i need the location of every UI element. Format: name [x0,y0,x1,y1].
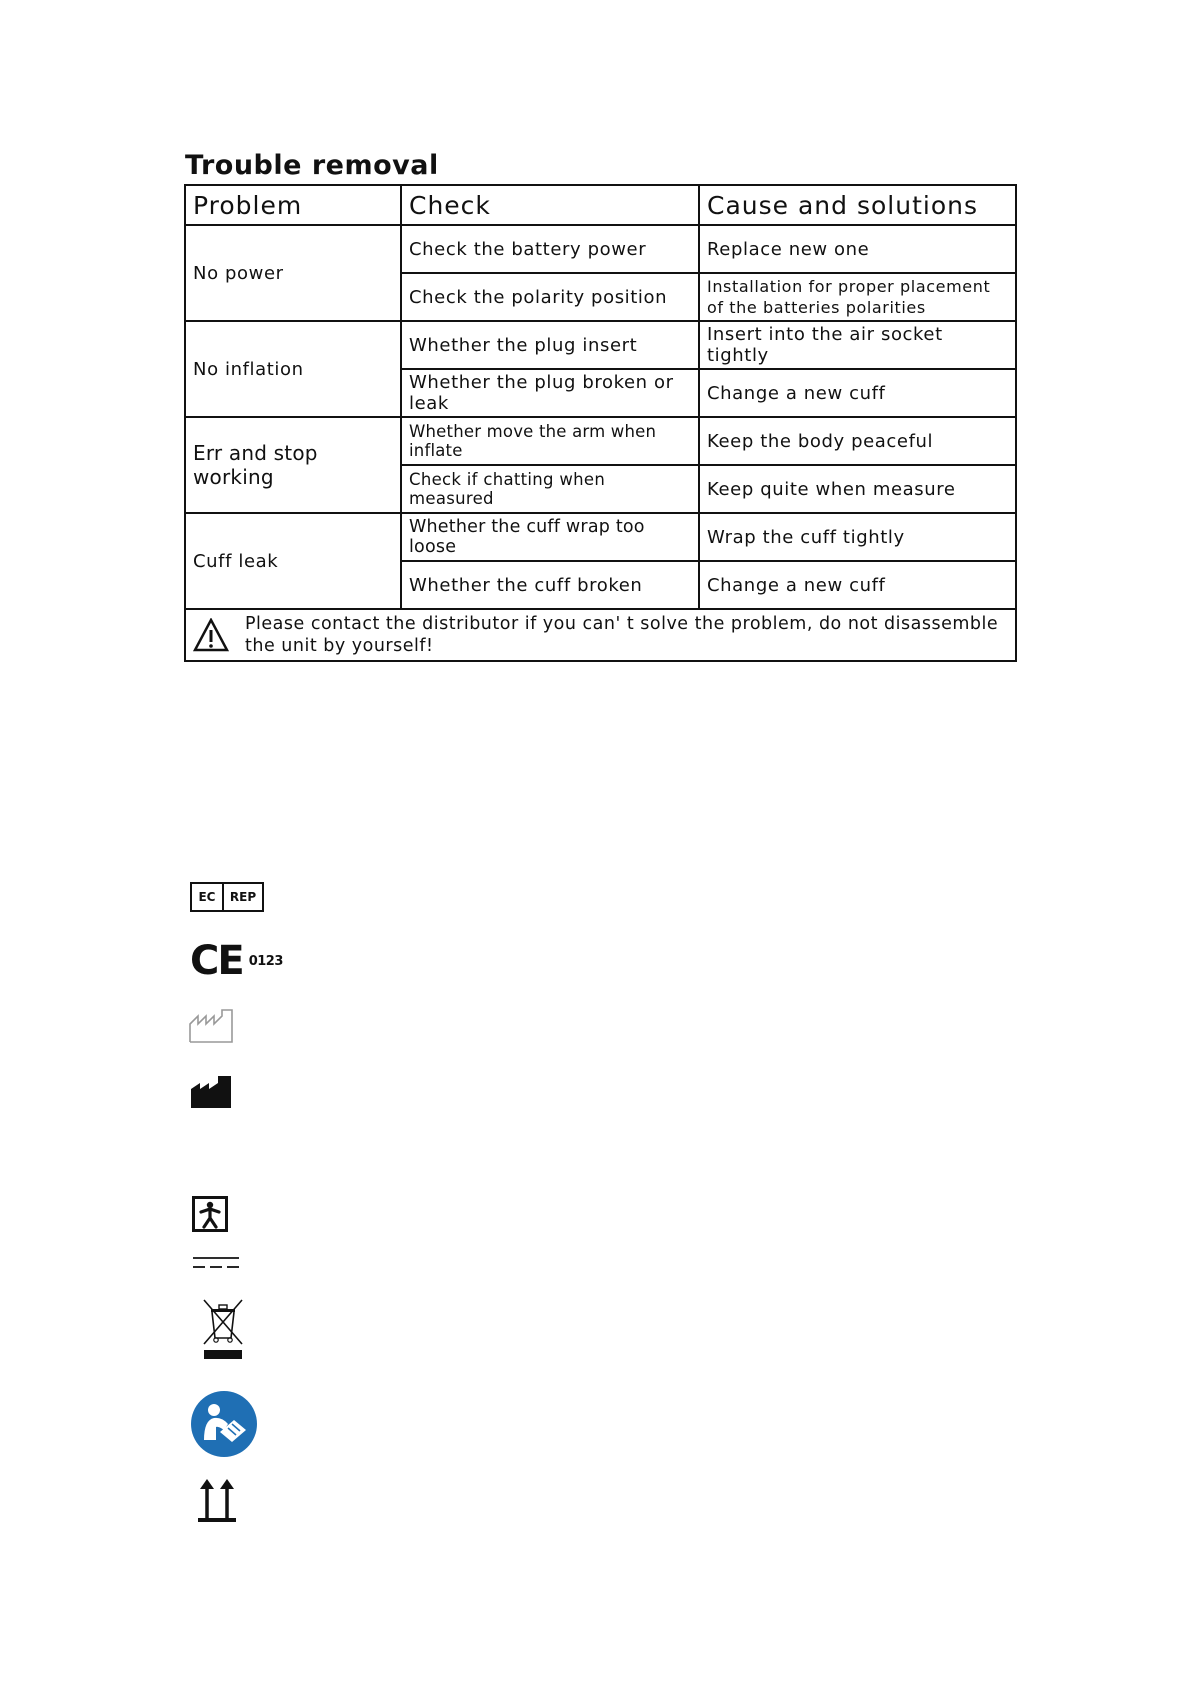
read-instructions-icon [190,1390,258,1458]
cause-cell: Keep quite when measure [699,465,1016,513]
check-cell: Whether move the arm when inflate [401,417,699,465]
notice-text: Please contact the distributor if you can' t solve the problem, do not disassemble the unit by yourself! [245,614,999,656]
problem-cell: No power [185,225,401,321]
warning-icon [193,618,229,652]
cause-cell: Change a new cuff [699,369,1016,417]
ce-number: 0123 [248,953,283,969]
cause-cell: Wrap the cuff tightly [699,513,1016,561]
header-cause: Cause and solutions [699,185,1016,225]
direct-current-icon [193,1256,239,1270]
table-row [185,513,1016,561]
check-cell: Check the battery power [401,225,699,273]
table-row [185,225,1016,273]
ec-label: EC [192,884,224,910]
check-cell: Check the polarity position [401,273,699,321]
cause-cell: Replace new one [699,225,1016,273]
table-row [185,321,1016,369]
problem-cell: Err and stop working [185,417,401,513]
check-cell: Check if chatting when measured [401,465,699,513]
cause-cell: Keep the body peaceful [699,417,1016,465]
problem-cell: No inflation [185,321,401,417]
table-row [185,417,1016,465]
manufacturer-icon [190,1075,232,1109]
problem-cell: Cuff leak [185,513,401,609]
check-cell: Whether the cuff wrap too loose [401,513,699,561]
cause-cell: Change a new cuff [699,561,1016,609]
table-header-row [185,185,1016,225]
rep-label: REP [229,890,257,904]
ce-mark-icon [190,938,283,984]
ec-rep-icon [190,882,264,912]
cause-cell: Installation for proper placement of the batteries polarities [699,273,1016,321]
header-problem: Problem [185,185,401,225]
check-cell: Whether the cuff broken [401,561,699,609]
weee-disposal-icon [200,1298,246,1362]
date-of-manufacture-icon [188,1008,234,1044]
cause-cell: Insert into the air socket tightly [699,321,1016,369]
check-cell: Whether the plug broken or leak [401,369,699,417]
notice-row [185,609,1016,661]
check-cell: Whether the plug insert [401,321,699,369]
trouble-table [184,184,1017,662]
notice-cell [185,609,1016,661]
ce-label: CE [190,938,243,984]
type-bf-applied-part-icon [192,1196,228,1232]
header-check: Check [401,185,699,225]
page-title: Trouble removal [185,150,439,181]
this-way-up-icon [196,1478,240,1524]
